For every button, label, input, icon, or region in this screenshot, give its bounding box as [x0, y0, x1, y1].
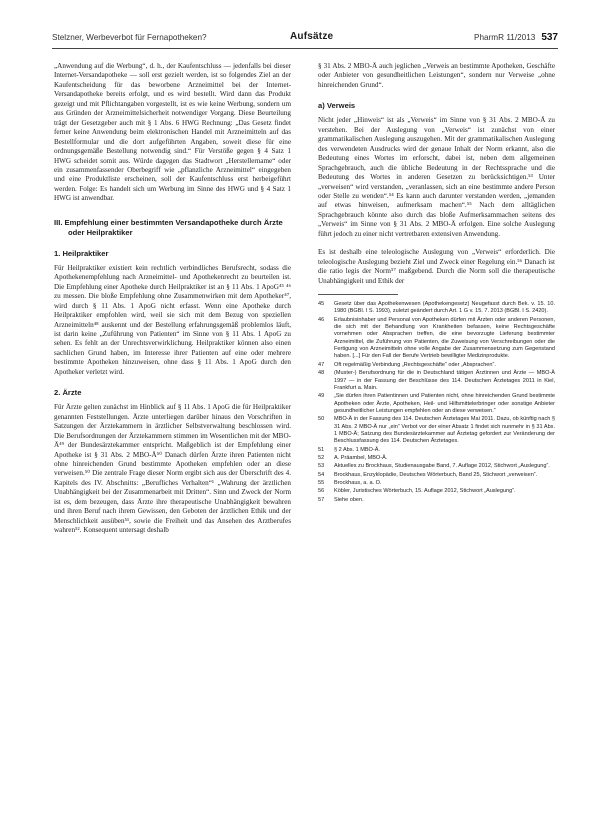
section-label: Aufsätze [290, 31, 334, 42]
footnote [318, 480, 555, 487]
footnote-text: Brockhaus, Enzyklopädie, Deutsches Wörterbuch, Band 25, Stichwort „verweisen“. [334, 471, 538, 478]
footnote [318, 362, 555, 369]
subsection-heading: 1. Heilpraktiker [54, 248, 109, 258]
footnote-number: 55 [318, 479, 325, 486]
footnote-number: 52 [318, 454, 325, 461]
paragraph: § 31 Abs. 2 MBO-Ä auch jeglichen „Verweis an bestimmte Apotheken, Geschäfte oder Anbieter von gesundheitlichen Leistungen“, sondern nur Verweise „ohne hinreichenden Grund“. [318, 62, 555, 89]
footnote-number: 49 [318, 393, 325, 400]
footnote [318, 455, 555, 462]
paragraph: Nicht jeder „Hinweis“ ist als „Verweis“ im Sinne von § 31 Abs. 2 MBO-Ä zu verstehen. Bei der Auslegung von „Verweis“ ist zunächst von einer grammatikalischen Auslegung auszugehen. Mit der grammatikalischen Auslegung des verwendeten Ausdrucks wird der genaue Inhalt der Norm erkannt, also die Bedeutung eines Wortes im erforscht, dabei ist, neben dem allgemeinen Sprachgebrauch, auch die übliche Bedeutung in der Rechtssprache und die Bedeutung des Wortes in anderen Gesetzen zu berücksichtigen.⁵³ Unter „verweisen“ wird verstanden, „veranlassen, sich an eine bestimmte andere Person oder Stelle zu wenden“.⁵⁴ Es kann auch darunter verstanden werden, „jemanden auf etwas hinweisen, aufmerksam machen“.⁵⁵ Nach dem alltäglichen Sprachgebrauch könnte also durch das bloße Aufmerksammachen seitens des „Verweis“ im Sinne von § 31 Abs. 2 MBO-Ä erfolgen. Eine solche Auslegung führt jedoch zu einer nicht vertretbaren extensiven Anwendung. [318, 116, 555, 238]
footnote-number: 45 [318, 301, 325, 308]
footnote [318, 301, 555, 316]
footnote-text: Oft regelmäßig Verbindung „Rechtsgeschäfte“ oder „Absprachen“. [334, 361, 496, 368]
footnote [318, 488, 555, 495]
footnote-number: 57 [318, 496, 325, 503]
footnote-number: 46 [318, 316, 325, 323]
right-column [318, 62, 555, 505]
footnote [318, 472, 555, 479]
footnote [318, 447, 555, 454]
subsection-heading: 2. Ärzte [54, 388, 82, 398]
footnote [318, 317, 555, 361]
footnote-text: Erlaubnisinhaber und Personal von Apotheken dürfen mit Ärzten oder anderen Personen, die sich mit der Behandlung von Krankheiten befassen, keine Rechtsgeschäfte vornehmen oder Absprachen treffen, die eine bevorzugte Lieferung bestimmter Arzneimittel, die Zuführung von Patienten, die Zuweisung von Verschreibungen oder die Fertigung von Arzneimitteln ohne volle Angabe der Zusammensetzung zum Gegenstand haben. [...] Für den Fall der Berufe Vertrieb bewilligter Medizinprodukte. [334, 316, 555, 360]
footnote-text: Siehe oben. [334, 496, 364, 503]
footnote-number: 47 [318, 361, 325, 368]
journal-issue: PharmR 11/2013 [474, 33, 536, 42]
footnote [318, 416, 555, 445]
footnote-text: Brockhaus, a. a. O. [334, 479, 382, 486]
footnote-text: A. Präambel, MBO-Ä. [334, 454, 388, 461]
section-heading: III. Empfehlung einer bestimmten Versandapotheke durch Ärzte oder Heilpraktiker [54, 217, 283, 237]
running-title: Stelzner, Werbeverbot für Fernapotheken? [52, 33, 207, 42]
footnote-text: Köbler, Juristisches Wörterbuch, 15. Auflage 2012, Stichwort „Auslegung“. [334, 488, 516, 495]
paragraph: „Anwendung auf die Werbung“, d. h., der Kaufentschluss — jedenfalls bei dieser Internet-Versandapotheke — soll erst gezielt werden, ist so folgendes Ziel an der Kaufentscheidung für das beworbene Arzneimittel bei der Internet-Versandapotheke bereits erfolgt, und es wird bestellt. Wird dann das Produkt gezeigt und mit Pflichtangaben vorgestellt, ist es wie keine Werbung, sondern um aus Gründen der Arzneimittelsicherheit notwendiger Vorgang. Diese Beurteilung trägt der Gesetzgeber auch mit § 1 Abs. 6 HWG Rechnung: „Das Gesetz findet ferner keine Anwendung beim elektronischen Handel mit Arzneimitteln auf das Bestellformular und die dort aufgeführten Angaben, soweit diese für eine ordnungsgemäße Bestellung notwendig sind.“ Für Verstöße gegen § 4 Satz 1 HWG scheidet somit aus. Würde dagegen das Stadtwort „Herstellername“ oder ein zusammenfassender Oberbegriff wie „pflanzliche Arzneimittel“ eingegeben und eine Produktliste erscheinen, soll der Kaufentschluss erst herbeigeführt werden. Folge: Es handelt sich um Werbung im Sinne des HWG und § 4 Satz 1 HWG ist anwendbar. [54, 62, 291, 203]
footnote-text: „Sie dürfen ihren Patientinnen und Patienten nicht, ohne hinreichenden Grund bestimmte Apotheken oder Ärzte, Apotheken, Heil- und Hilfsmittelerbringer oder sonstige Anbieter gesundheitlicher Leistungen empfehlen oder an diese verweisen.“ [334, 393, 555, 414]
footnote-text: § 2 Abs. 1 MBO-Ä. [334, 446, 380, 453]
footnote-text: MBO-Ä in der Fassung des 114. Deutschen Ärztetages Mai 2011. Dazu, ob künftig nach § 31 Abs. 2 MBO-Ä nur „ein“ Verbot vor der einer Absatz 1 findet sich nunmehr in § 31 Abs. 1 MBO-Ä; Satzung des Bundesärztekammer auf Ärztetag gefordert zur Veränderung der Beschlussfassung des 114. Deutschen Ärztetages. [334, 416, 555, 445]
footnote-number: 50 [318, 416, 325, 423]
paragraph: Für Heilpraktiker existiert kein rechtlich verbindliches Berufsrecht, sodass die Apothekenempfehlung nach Arzneimittel- und Apothekenrecht zu beurteilen ist. Die Empfehlung einer Apotheke durch Heilpraktiker ist an § 11 Abs. 1 ApoG⁴⁵ ⁴⁶ zu messen. Die bloße Empfehlung ohne Zusammenwirken mit dem Apotheker⁴⁷, wird durch § 11 Abs. 1 ApoG nicht erfasst. Wenn eine Apotheke durch Heilpraktiker empfohlen wird, weil sie sich mit dem Bezug von speziellen Arzneimitteln⁴⁸ auskennt und der Bestellung erfahrungsgemäß problemlos läuft, ist darin keine „Zuführung von Patienten“ im Sinne von § 11 Abs. 1 ApoG zu sehen. Es fehlt an der Unrechtsverwirklichung. Heilpraktiker können also einen sachlichen Grund haben, im Interesse ihrer Patienten auf eine oder mehrere bestimmte Apotheken hinzuweisen, ohne dass § 11 Abs. 1 ApoG durch den Apotheker verletzt wird. [54, 263, 291, 376]
paragraph: Es ist deshalb eine teleologische Auslegung von „Verweis“ erforderlich. Die teleologische Auslegung bezieht Ziel und Zweck einer Regelung ein.⁵⁶ Danach ist die ratio legis der Norm⁵⁷ maßgebend. Durch die Norm soll die therapeutische Unabhängigkeit und Ethik der [318, 248, 555, 285]
footnote-number: 48 [318, 370, 325, 377]
footnote-text: Aktuelles zu Brockhaus, Studienausgabe Band, 7. Auflage 2012, Stichwort „Auslegung“. [334, 463, 550, 470]
paragraph: Für Ärzte gelten zunächst im Hinblick auf § 11 Abs. 1 ApoG die für Heilpraktiker genannten Feststellungen. Ärzte unterliegen darüber hinaus den Vorschriften in Satzungen der Ärztekammern in ärztlicher Selbstverwaltung beschlossen wird. Die Berufsordnungen der Ärztekammern stimmen im Wesentlichen mit der MBO-Ä⁴⁹ der Bundesärztekammer entspricht. Maßgeblich ist der Empfehlung einer Apotheke ist § 31 Abs. 2 MBO-Ä⁵⁰ Danach dürfen Ärzte ihren Patienten nicht ohne hinreichenden Grund bestimmte Apotheken empfehlen oder an diese verweisen.⁵⁰ Die zentrale Frage dieser Norm ergibt sich aus der Überschrift des 4. Kapitels des IV. Abschnitts: „Berufliches Verhalten“¹ „Wahrung der ärztlichen Unabhängigkeit bei der Zusammenarbeit mit Dritten“. Sinn und Zweck der Norm ist es, dem bezeugen, dass Ärzte ihre therapeutische Unabhängigkeit bewahren und ihren Beruf nach ihrem Gewissen, den Geboten der ärztlichen Ethik und der Menschlichkeit ausüben⁵¹, sowie die Freiheit und das Ansehen des Arztberufes wahren⁵². Konsequent untersagt deshalb [54, 403, 291, 535]
footnote [318, 393, 555, 415]
subsection-heading: a) Verweis [318, 101, 356, 111]
footnote-divider [318, 294, 398, 295]
footnote-number: 56 [318, 488, 325, 495]
footnote [318, 463, 555, 470]
page-number: 537 [541, 32, 558, 43]
journal-page-info [474, 32, 558, 43]
footnote-number: 53 [318, 463, 325, 470]
left-column [54, 62, 291, 536]
footnotes [318, 301, 555, 504]
footnote-number: 54 [318, 471, 325, 478]
footnote-text: Gesetz über das Apothekenwesen (Apothekengesetz) Neugefasst durch Bek. v. 15. 10. 1980 (BGBl. I S. 1993), zuletzt geändert durch Art. 1 G v. 15. 7. 2013 (BGBl. I S. 2420). [334, 301, 555, 315]
running-header [52, 30, 558, 49]
footnote-text: (Muster-) Berufsordnung für die in Deutschland tätigen Ärztinnen und Ärzte — MBO-Ä 1997 — in der Fassung der Beschlüsse des 114. Deutschen Ärztetages 2011 in Kiel, Frankfurt a. Main. [334, 370, 555, 391]
footnote [318, 497, 555, 504]
footnote-number: 51 [318, 446, 325, 453]
footnote [318, 370, 555, 392]
